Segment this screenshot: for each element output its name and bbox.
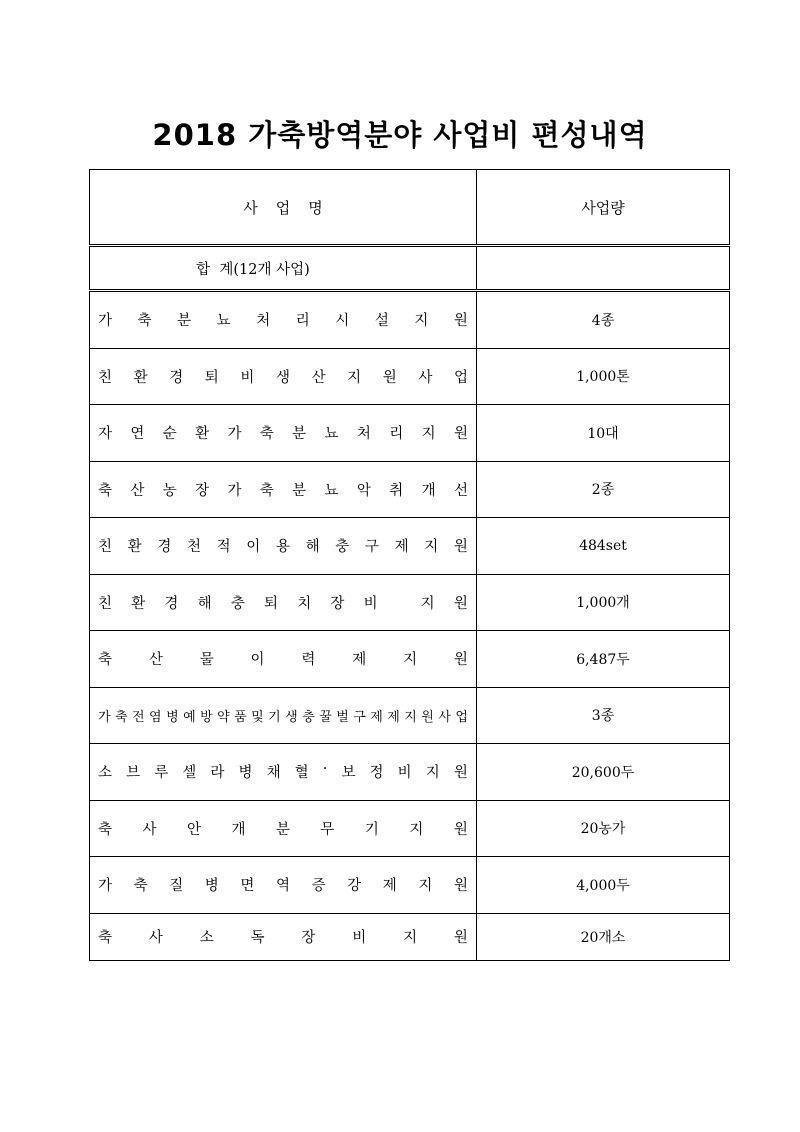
business-quantity: 484set <box>477 518 730 575</box>
table-header-row <box>90 170 730 246</box>
business-name: 축 사 안 개 분 무 기 지 원 <box>90 800 477 857</box>
business-name: 친 환 경 해 충 퇴 치 장 비 지 원 <box>90 574 477 631</box>
business-quantity: 2종 <box>477 461 730 518</box>
table-row <box>90 800 730 857</box>
business-name: 소 브 루 셀 라 병 채 혈 · 보 정 비 지 원 <box>90 744 477 801</box>
business-name: 축 산 물 이 력 제 지 원 <box>90 631 477 688</box>
header-business-quantity: 사업량 <box>477 170 730 246</box>
business-name: 가 축 전 염 병 예 방 약 품 및 기 생 충 꿀 벌 구 제 제 지 원 사 업 <box>90 687 477 744</box>
total-label: 합 계(12개 사업) <box>90 246 477 291</box>
table-row <box>90 631 730 688</box>
business-name: 친 환 경 퇴 비 생 산 지 원 사 업 <box>90 348 477 405</box>
table-row <box>90 291 730 349</box>
business-name: 축 사 소 독 장 비 지 원 <box>90 913 477 960</box>
business-quantity: 20농가 <box>477 800 730 857</box>
business-name: 자 연 순 환 가 축 분 뇨 처 리 지 원 <box>90 405 477 462</box>
table-row <box>90 348 730 405</box>
table-row <box>90 461 730 518</box>
business-quantity: 20,600두 <box>477 744 730 801</box>
business-quantity: 1,000개 <box>477 574 730 631</box>
business-name: 친 환 경 천 적 이 용 해 충 구 제 지 원 <box>90 518 477 575</box>
business-name: 축 산 농 장 가 축 분 뇨 악 취 개 선 <box>90 461 477 518</box>
total-quantity <box>477 246 730 291</box>
table-row <box>90 913 730 960</box>
table-row <box>90 744 730 801</box>
table-row <box>90 574 730 631</box>
business-quantity: 20개소 <box>477 913 730 960</box>
business-quantity: 4종 <box>477 291 730 349</box>
business-quantity: 6,487두 <box>477 631 730 688</box>
table-row <box>90 857 730 914</box>
business-quantity: 3종 <box>477 687 730 744</box>
business-quantity: 4,000두 <box>477 857 730 914</box>
table-row <box>90 518 730 575</box>
business-name: 가 축 분 뇨 처 리 시 설 지 원 <box>90 291 477 349</box>
header-business-name: 사업명 <box>90 170 477 246</box>
business-name: 가 축 질 병 면 역 증 강 제 지 원 <box>90 857 477 914</box>
business-quantity: 10대 <box>477 405 730 462</box>
business-quantity: 1,000톤 <box>477 348 730 405</box>
table-row <box>90 405 730 462</box>
table-row <box>90 687 730 744</box>
total-row <box>90 246 730 291</box>
page-title: 2018 가축방역분야 사업비 편성내역 <box>152 118 648 152</box>
budget-table <box>89 169 730 961</box>
